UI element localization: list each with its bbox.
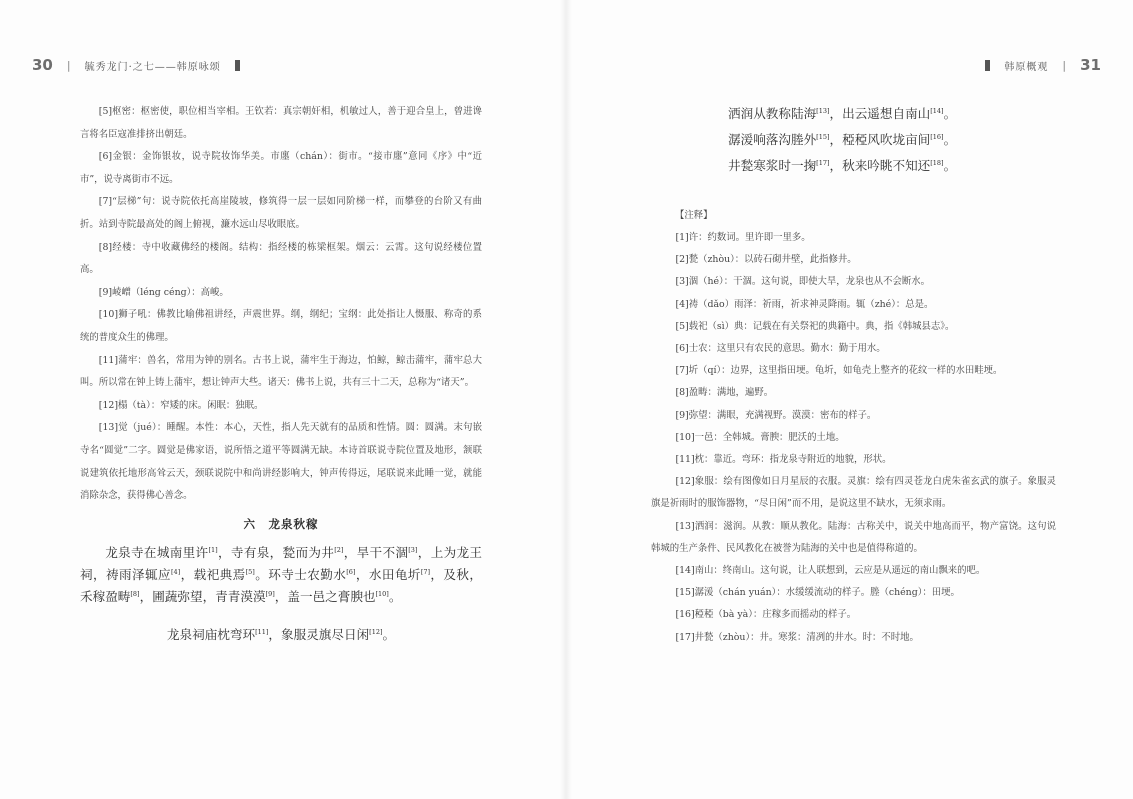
right-note-16: [16]稏稏（bà yà）：庄稼多而摇动的样子。 [675,609,857,621]
left-page-column [80,101,482,646]
text-run: 。 [943,158,957,173]
right-note-17: [17]井甃（zhòu）：井。寒浆：清冽的井水。时：不时地。 [675,631,919,643]
text-run: ，旱干不涸 [343,544,409,560]
right-note-4: [4]祷（dǎo）雨泽：祈雨，祈求神灵降雨。辄（zhé）：总是。 [675,298,934,310]
left-note-1: [5]枢密：枢密使，职位相当宰相。王钦若：真宗朝奸相，机敏过人，善于迎合皇上，曾进谗言将名臣寇准排挤出朝廷。 [80,106,482,140]
footnote-marker: [4] [170,567,181,576]
text-run: ，水田龟圻 [355,566,421,582]
right-header-title: 韩原概观 [1004,61,1049,73]
text-run: 。 [943,132,957,147]
poem-line-1 [728,101,1056,127]
footnote-marker: [16] [930,132,944,141]
text-run: 洒润从教称陆海 [728,106,817,121]
footnote-marker: [9] [265,589,275,598]
text-run: 。环寺士农勤水 [254,566,347,582]
footnote-marker: [6] [346,567,356,576]
section-title: 六 龙泉秋稼 [243,516,319,531]
text-run: ，载祀典焉 [180,566,246,582]
left-note-8: [12]榻（tà）：窄矮的床。闲眠：独眠。 [98,399,264,411]
text-run: ，寺有泉，甃而为井 [217,544,335,560]
text-run: ，上为龙王祠，祷雨泽辄应 [80,544,483,582]
footnote-marker: [7] [420,567,431,576]
text-run: 潺湲响落沟塍外 [728,132,817,147]
right-note-6: [6]士农：这里只有农民的意思。勤水：勤于用水。 [675,343,886,355]
right-page-number: 31 [1080,56,1101,74]
left-note-2: [6]金银：金饰银妆，说寺院妆饰华美。市廛（chán）：街市。“接市廛”意同《序》中“近市”，说寺离街市不远。 [80,151,482,185]
footnote-marker: [14] [930,106,944,115]
right-note-8: [8]盈畴：满地，遍野。 [675,387,774,399]
right-note-10: [10]一邑：全韩城。膏腴：肥沃的土地。 [675,431,845,443]
right-page-column [651,101,1056,649]
left-note-4: [8]经楼：寺中收藏佛经的楼阁。结构：指经楼的栋梁框架。烟云：云霄。这句说经楼位置高。 [80,241,482,276]
poem-line-2 [728,127,1056,153]
left-note-6: [10]狮子吼：佛教比喻佛祖讲经，声震世界。纲，纲纪；宝纲：此处指让人慑服、称奇的系统的普度众生的佛理。 [80,309,482,343]
right-note-5: [5]载祀（sì）典：记载在有关祭祀的典籍中。典，指《韩城县志》。 [675,320,955,332]
left-note-5: [9]崚嶒（léng céng）：高峻。 [98,286,229,298]
text-run: ，及秋，禾稼盈畴 [80,566,483,604]
header-block-mark [235,60,240,71]
left-running-header [32,55,240,75]
right-note-12: [12]象服：绘有图像如日月星辰的衣服。灵旗：绘有四灵苍龙白虎朱雀玄武的旗子。象服灵旗是祈雨时的服饰器物，“尽日闲”而不用，是说这里不缺水，无须求雨。 [651,476,1056,510]
text-run: ，圃蔬弥望，青青漠漠 [139,588,266,604]
poem-line-3 [728,153,1056,179]
text-run: 龙泉寺在城南里许 [105,544,209,560]
right-note-11: [11]枕：靠近。弯环：指龙泉寺附近的地貌，形状。 [675,454,892,466]
text-run: 。 [943,106,957,121]
poem-remaining-couplets [651,101,1056,179]
text-run: ，出云遥想自南山 [829,106,931,121]
footnote-marker: [17] [816,158,830,167]
right-note-3: [3]涸（hé）：干涸。这句说，即使大旱，龙泉也从不会断水。 [675,276,930,288]
right-running-header [985,55,1101,75]
left-notes-list [80,101,482,508]
notes-heading: 【注释】 [675,210,713,221]
footnote-marker: [2] [334,545,344,554]
section-prose [80,542,482,608]
footnote-marker: [1] [208,545,218,554]
header-separator: | [1062,58,1067,72]
text-run: ，盖一邑之膏腴也 [274,588,376,604]
left-header-title: 毓秀龙门·之七——韩原咏颂 [84,61,221,73]
right-notes-list [651,227,1056,649]
text-run: ，象服灵旗尽日闲 [268,626,370,642]
footnote-marker: [18] [930,158,944,167]
left-note-7: [11]蒲牢：兽名，常用为钟的别名。古书上说，蒲牢生于海边，怕鲸，鲸击蒲牢，蒲牢总大叫。所以常在钟上铸上蒲牢，想让钟声大些。诸天：佛书上说，共有三十二天，总称为“诸天”。 [80,354,482,389]
left-note-3: [7]“层梯”句：说寺院依托高崖陵坡，修筑得一层一层如同阶梯一样，而攀登的台阶又有曲折。站到寺院最高处的阁上俯视，濂水远山尽收眼底。 [80,196,482,230]
footnote-marker: [5] [245,567,255,576]
right-note-15: [15]潺湲（chán yuán）：水缓缓流动的样子。塍（chéng）：田埂。 [675,587,960,599]
book-gutter [560,0,572,799]
footnote-marker: [10] [375,589,389,598]
text-run: ，秋来吟眺不知还 [829,158,931,173]
right-note-1: [1]许：约数词。里许即一里多。 [675,232,811,243]
right-note-7: [7]圻（qí）：边界，这里指田埂。龟圻，如龟壳上整齐的花纹一样的水田畦埂。 [675,365,1003,377]
footnote-marker: [13] [816,106,830,115]
left-note-9: [13]觉（jué）：睡醒。本性：本心，天性，指人先天就有的品质和性情。圆：圆满。末句嵌寺名“圆觉”二字。圆觉是佛家语，说所悟之道平等圆满无缺。本诗首联说寺院位置及地形，颔联说建筑依托地形高耸云天，颈联说院中和尚讲经影响大，钟声传得远，尾联说来此睡一觉，就能消除杂念，获得佛心善念。 [80,422,482,502]
text-run: ，稏稏风吹垅亩间 [829,132,931,147]
footnote-marker: [12] [369,627,383,636]
right-note-14: [14]南山：终南山。这句说，让人联想到，云应是从遥远的南山飘来的吧。 [675,565,986,577]
left-page-number: 30 [32,56,53,74]
text-run: 井甃寒浆时一掬 [728,158,817,173]
text-run: 。 [382,626,396,642]
footnote-marker: [15] [816,132,830,141]
footnote-marker: [8] [130,589,140,598]
header-block-mark [985,60,990,71]
header-separator: | [66,58,71,72]
footnote-marker: [11] [255,627,269,636]
right-note-9: [9]弥望：满眼，充满视野。漠漠：密布的样子。 [675,409,877,421]
poem-first-couplet [80,624,482,646]
text-run: 龙泉祠庙枕弯环 [166,626,256,642]
text-run: 。 [388,588,402,604]
footnote-marker: [3] [408,545,418,554]
right-note-13: [13]洒润：滋润。从教：顺从教化。陆海：古称关中，说关中地高而平，物产富饶。这句说韩城的生产条件、民风教化在被誉为陆海的关中也是值得称道的。 [651,520,1056,554]
right-note-2: [2]甃（zhòu）：以砖石砌井壁，此指修井。 [675,254,857,266]
